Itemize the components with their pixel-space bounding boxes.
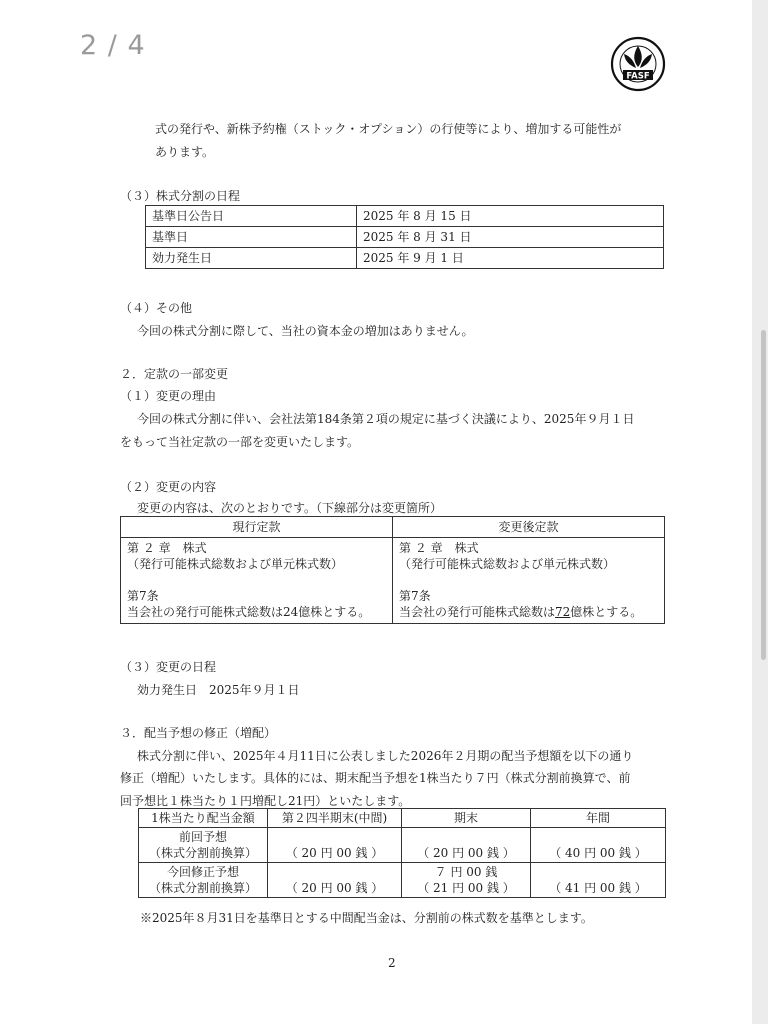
dividend-line-2: 修正（増配）いたします。具体的には、期末配当予想を1株当たり７円（株式分割前換算で、前 xyxy=(120,771,631,785)
table-row xyxy=(146,248,664,269)
column-header: 第２四半期末(中間) xyxy=(268,809,402,828)
amendment-content-intro: 変更の内容は、次のとおりです。（下線部分は変更箇所） xyxy=(137,501,443,515)
column-header: 1株当たり配当金額 xyxy=(139,809,268,828)
table-row xyxy=(146,227,664,248)
other-body: 今回の株式分割に際して、当社の資本金の増加はありません。 xyxy=(137,324,474,338)
amendment-content-heading: （２）変更の内容 xyxy=(120,480,217,494)
amendment-reason-line-2: をもって当社定款の一部を変更いたします。 xyxy=(120,435,360,449)
amendment-reason-heading: （１）変更の理由 xyxy=(120,389,217,403)
dividend-line-3: 回予想比１株当たり１円増配し21円）といたします。 xyxy=(120,794,411,808)
intro-line-2: あります。 xyxy=(155,145,215,159)
row-label: 今回修正予想 （株式分割前換算） xyxy=(139,863,268,898)
split-schedule-table xyxy=(145,205,664,269)
table-row xyxy=(139,828,666,863)
schedule-label: 基準日公告日 xyxy=(146,206,357,227)
scrollbar[interactable] xyxy=(761,330,766,660)
current-article: 第7条 xyxy=(127,589,159,603)
revised-subtitle: （発行可能株式総数および単元株式数） xyxy=(399,557,616,571)
amendment-schedule-heading: （３）変更の日程 xyxy=(120,660,217,674)
table-cell: （ 40 円 00 銭 ） xyxy=(531,828,666,863)
amendment-heading: ２．定款の一部変更 xyxy=(120,367,229,381)
column-header: 期末 xyxy=(402,809,531,828)
table-cell: （ 20 円 00 銭 ） xyxy=(268,828,402,863)
revised-articles-cell xyxy=(393,538,665,624)
revised-chapter: 第 ２ 章 株式 xyxy=(399,541,479,555)
table-cell: ７ 円 00 銭 （ 21 円 00 銭 ） xyxy=(402,863,531,898)
schedule-label: 効力発生日 xyxy=(146,248,357,269)
dividend-note: ※2025年８月31日を基準日とする中間配当金は、分割前の株式数を基準とします。 xyxy=(140,911,593,925)
other-heading: （４）その他 xyxy=(120,301,193,315)
current-subtitle: （発行可能株式総数および単元株式数） xyxy=(127,557,344,571)
table-row xyxy=(139,863,666,898)
svg-text:FASF: FASF xyxy=(626,71,650,82)
table-row xyxy=(146,206,664,227)
table-cell: （ 41 円 00 銭 ） xyxy=(531,863,666,898)
schedule-value: 2025 年 9 月 1 日 xyxy=(357,248,664,269)
amendment-reason-line-1: 今回の株式分割に伴い、会社法第184条第２項の規定に基づく決議により、2025年９月１日 xyxy=(137,412,635,426)
dividend-heading: ３．配当予想の修正（増配） xyxy=(120,726,277,740)
table-header-row xyxy=(121,517,665,538)
table-cell: （ 20 円 00 銭 ） xyxy=(402,828,531,863)
row-label: 前回予想 （株式分割前換算） xyxy=(139,828,268,863)
schedule-value: 2025 年 8 月 31 日 xyxy=(357,227,664,248)
current-articles-cell xyxy=(121,538,393,624)
schedule-value: 2025 年 8 月 15 日 xyxy=(357,206,664,227)
schedule-label: 基準日 xyxy=(146,227,357,248)
revised-text: 当会社の発行可能株式総数は72億株とする。 xyxy=(399,605,643,619)
dividend-line-1: 株式分割に伴い、2025年４月11日に公表しました2026年２月期の配当予想額を以下の通り xyxy=(137,749,634,763)
articles-comparison-table xyxy=(120,516,665,624)
dividend-forecast-table xyxy=(138,808,666,898)
table-row xyxy=(121,538,665,624)
table-header-row xyxy=(139,809,666,828)
table-cell: （ 20 円 00 銭 ） xyxy=(268,863,402,898)
column-header-revised: 変更後定款 xyxy=(393,517,665,538)
current-chapter: 第 ２ 章 株式 xyxy=(127,541,207,555)
split-schedule-heading: （３）株式分割の日程 xyxy=(120,189,241,203)
revised-article: 第7条 xyxy=(399,589,431,603)
fasf-logo xyxy=(606,36,670,92)
current-text: 当会社の発行可能株式総数は24億株とする。 xyxy=(127,605,371,619)
changed-value: 72 xyxy=(555,605,571,619)
page-number: 2 xyxy=(388,956,396,970)
amendment-schedule-body: 効力発生日 2025年９月１日 xyxy=(137,683,300,697)
column-header-current: 現行定款 xyxy=(121,517,393,538)
page-indicator: 2 / 4 xyxy=(80,30,146,61)
column-header: 年間 xyxy=(531,809,666,828)
intro-line-1: 式の発行や、新株予約権（ストック・オプション）の行使等により、増加する可能性が xyxy=(155,122,622,136)
